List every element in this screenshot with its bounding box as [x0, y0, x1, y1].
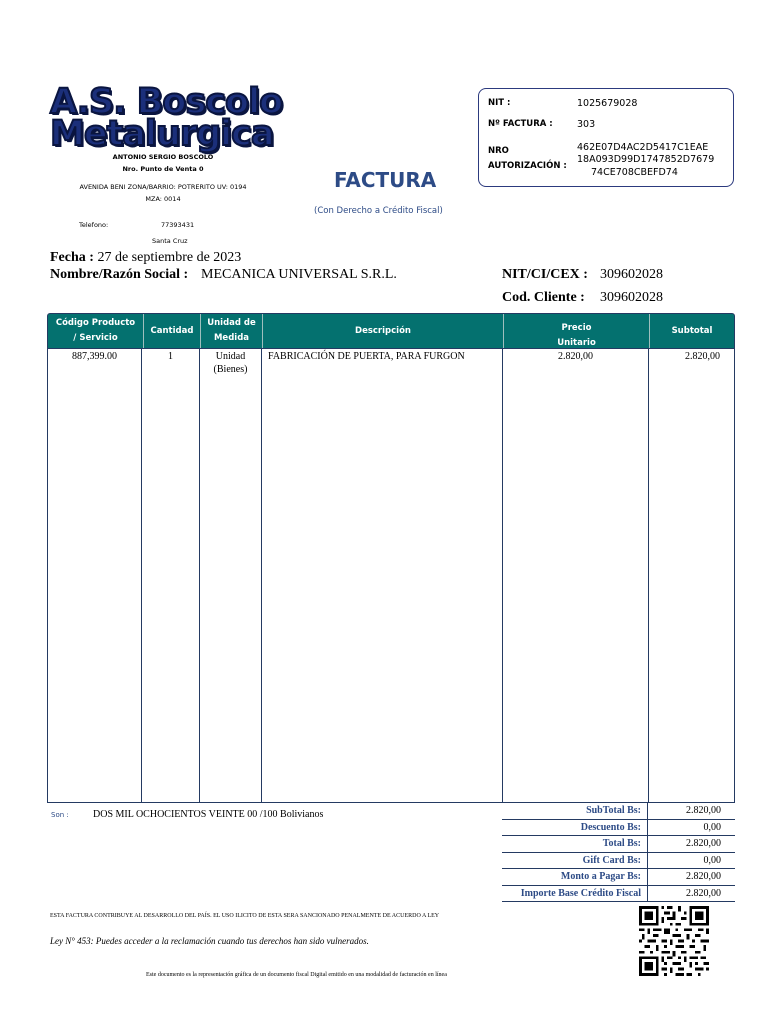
col-header-cantidad: Cantidad	[150, 325, 194, 336]
nit-ci-label: NIT/CI/CEX :	[502, 267, 588, 282]
total-row-gift-card: Gift Card Bs: 0,00	[502, 853, 735, 870]
auth-code-line3: 74CE708CBEFD74	[591, 167, 678, 178]
col-header-precio: Precio Unitario	[557, 323, 596, 348]
cod-cliente-value: 309602028	[600, 290, 663, 305]
total-row-descuento: Descuento Bs: 0,00	[502, 820, 735, 837]
row-subtotal: 2.820,00	[685, 351, 720, 362]
razon-social-value: MECANICA UNIVERSAL S.R.L.	[201, 267, 397, 282]
son-label: Son :	[51, 811, 69, 819]
logo-line-1: A.S. Boscolo	[50, 82, 283, 122]
footer-digital-notice: Este documento es la representación gráfica de un documento fiscal Digital emitido en una modalidad de facturación en línea	[146, 972, 447, 978]
razon-social-label: Nombre/Razón Social :	[50, 267, 189, 282]
fecha-value: 27 de septiembre de 2023	[97, 250, 242, 265]
company-owner: ANTONIO SERGIO BOSCOLO	[112, 153, 214, 161]
col-header-subtotal: Subtotal	[671, 325, 713, 336]
row-precio: 2.820,00	[558, 351, 593, 362]
company-logo	[50, 82, 283, 154]
son-text: DOS MIL OCHOCIENTOS VEINTE 00 /100 Bolivianos	[93, 809, 324, 820]
col-header-descripcion: Descripción	[355, 325, 411, 336]
qr-code-icon	[637, 906, 711, 976]
logo-line-2: Metalurgica	[50, 114, 274, 154]
company-city: Santa Cruz	[152, 237, 188, 245]
row-cantidad: 1	[168, 351, 173, 362]
items-table-header	[47, 313, 735, 349]
row-codigo: 887,399.00	[72, 351, 117, 362]
row-unidad-line2: (Bienes)	[213, 364, 248, 375]
phone-value: 77393431	[161, 221, 195, 229]
nit-value: 1025679028	[577, 98, 638, 109]
document-subtitle: (Con Derecho a Crédito Fiscal)	[314, 206, 443, 216]
factura-number-label: Nº FACTURA :	[488, 119, 553, 129]
fecha-label: Fecha :	[50, 250, 94, 265]
company-address: AVENIDA BENI ZONA/BARRIO: POTRERITO UV: 0194	[79, 183, 247, 191]
nit-ci-value: 309602028	[600, 267, 663, 282]
row-descripcion: FABRICACIÓN DE PUERTA, PARA FURGON	[268, 351, 465, 362]
auth-label-line2: AUTORIZACIÓN :	[488, 161, 567, 171]
footer-legal-notice: ESTA FACTURA CONTRIBUYE AL DESARROLLO DEL PAÍS. EL USO ILICITO DE ESTA SERA SANCIONADO PENALMENTE DE ACUERDO A LEY	[50, 913, 440, 919]
row-unidad-line1: Unidad	[215, 351, 246, 362]
nit-box	[478, 88, 734, 187]
company-mza: MZA: 0014	[145, 195, 181, 203]
col-header-unidad: Unidad de Medida	[207, 318, 256, 343]
footer-law-notice: Ley N° 453: Puedes acceder a la reclamación cuando tus derechos han sido vulnerados.	[50, 936, 369, 946]
auth-code-line2: 18A093D99D1747852D7679	[577, 154, 715, 165]
fecha-row	[50, 250, 241, 266]
total-row-monto-pagar: Monto a Pagar Bs: 2.820,00	[502, 869, 735, 886]
auth-label-line1: NRO	[488, 146, 509, 156]
point-of-sale: Nro. Punto de Venta 0	[122, 165, 204, 173]
cod-cliente-label: Cod. Cliente :	[502, 290, 585, 305]
total-row-subtotal: SubTotal Bs: 2.820,00	[502, 803, 735, 820]
total-row-total: Total Bs: 2.820,00	[502, 836, 735, 853]
auth-code-line1: 462E07D4AC2D5417C1EAE	[577, 142, 709, 153]
totals-block	[502, 803, 735, 902]
nit-label: NIT :	[488, 98, 511, 108]
document-title: FACTURA	[334, 168, 437, 192]
total-row-importe-base: Importe Base Crédito Fiscal 2.820,00	[502, 886, 735, 903]
col-header-codigo: Código Producto / Servicio	[55, 318, 136, 343]
items-table-body	[47, 349, 735, 803]
factura-number-value: 303	[577, 119, 596, 130]
phone-label: Telefono:	[79, 221, 109, 229]
